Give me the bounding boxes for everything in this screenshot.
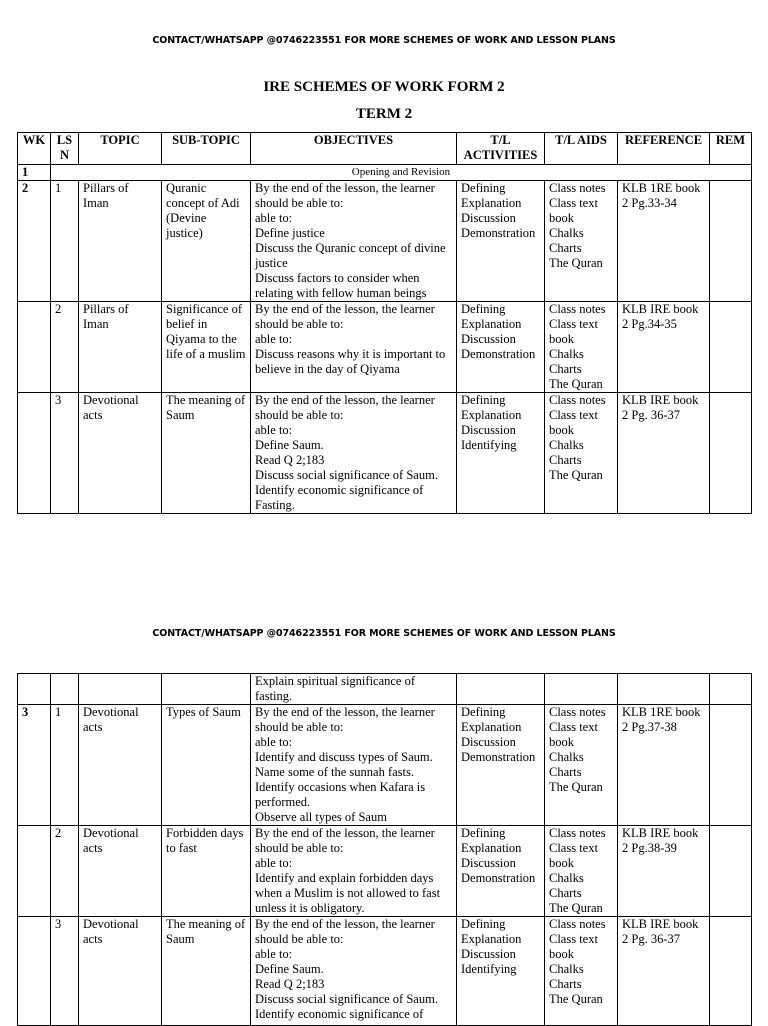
aids-cell: Class notes Class text book Chalks Charts The Quran bbox=[545, 393, 618, 514]
week-number bbox=[18, 302, 51, 393]
reference-cell: KLB 1RE book 2 Pg.33-34 bbox=[618, 181, 710, 302]
lesson-number: 2 bbox=[51, 826, 79, 917]
activities-cell: Defining Explanation Discussion Identifying bbox=[457, 917, 545, 1026]
rem-cell bbox=[710, 826, 752, 917]
reference-cell: KLB IRE book 2 Pg. 36-37 bbox=[618, 393, 710, 514]
rem-cell bbox=[710, 393, 752, 514]
topic-cell: Devotional acts bbox=[79, 826, 162, 917]
schemes-table-page-1 bbox=[17, 132, 752, 514]
lesson-number: 2 bbox=[51, 302, 79, 393]
header-activities: T/L ACTIVITIES bbox=[457, 133, 545, 165]
week-number: 3 bbox=[18, 705, 51, 826]
rem-cell bbox=[710, 917, 752, 1026]
week-number: 1 bbox=[18, 165, 51, 181]
schemes-table-page-2 bbox=[17, 673, 752, 1026]
opening-revision-note: Opening and Revision bbox=[51, 165, 752, 181]
reference-cell bbox=[618, 674, 710, 705]
week-number bbox=[18, 917, 51, 1026]
header-row bbox=[18, 133, 752, 165]
table-row bbox=[18, 917, 752, 1026]
aids-cell bbox=[545, 674, 618, 705]
lesson-number: 1 bbox=[51, 181, 79, 302]
activities-cell: Defining Explanation Discussion Demonstration bbox=[457, 181, 545, 302]
objectives-cell: By the end of the lesson, the learner should be able to: able to: Discuss reasons why it is important to believe in the day of Qiyama bbox=[251, 302, 457, 393]
subtopic-cell: Forbidden days to fast bbox=[162, 826, 251, 917]
topic-cell: Devotional acts bbox=[79, 917, 162, 1026]
week-number bbox=[18, 674, 51, 705]
header-lsn: LS N bbox=[51, 133, 79, 165]
header-reference: REFERENCE bbox=[618, 133, 710, 165]
header-subtopic: SUB-TOPIC bbox=[162, 133, 251, 165]
rem-cell bbox=[710, 705, 752, 826]
aids-cell: Class notes Class text book Chalks Charts The Quran bbox=[545, 181, 618, 302]
objectives-cell: By the end of the lesson, the learner should be able to: able to: Identify and explain forbidden days when a Muslim is not allowed to fast unless it is obligatory. bbox=[251, 826, 457, 917]
page-title: IRE SCHEMES OF WORK FORM 2 bbox=[263, 79, 505, 95]
activities-cell: Defining Explanation Discussion Demonstration bbox=[457, 302, 545, 393]
subtopic-cell bbox=[162, 674, 251, 705]
table-row bbox=[18, 674, 752, 705]
aids-cell: Class notes Class text book Chalks Charts The Quran bbox=[545, 705, 618, 826]
header-rem: REM bbox=[710, 133, 752, 165]
reference-cell: KLB IRE book 2 Pg.38-39 bbox=[618, 826, 710, 917]
lesson-number bbox=[51, 674, 79, 705]
objectives-cell: By the end of the lesson, the learner should be able to: able to: Identify and discuss types of Saum. Name some of the sunnah fasts. Identify occasions when Kafara is performed. Observe all types of Saum bbox=[251, 705, 457, 826]
topic-cell: Devotional acts bbox=[79, 705, 162, 826]
header-aids: T/L AIDS bbox=[545, 133, 618, 165]
reference-cell: KLB IRE book 2 Pg.34-35 bbox=[618, 302, 710, 393]
week-number bbox=[18, 393, 51, 514]
subtopic-cell: Types of Saum bbox=[162, 705, 251, 826]
rem-cell bbox=[710, 302, 752, 393]
table-row bbox=[18, 165, 752, 181]
term-label: TERM 2 bbox=[355, 106, 413, 122]
topic-cell: Pillars of Iman bbox=[79, 302, 162, 393]
reference-cell: KLB IRE book 2 Pg. 36-37 bbox=[618, 917, 710, 1026]
activities-cell: Defining Explanation Discussion Demonstration bbox=[457, 826, 545, 917]
table-row bbox=[18, 181, 752, 302]
header-wk: WK bbox=[18, 133, 51, 165]
contact-note: CONTACT/WHATSAPP @0746223551 FOR MORE SCHEMES OF WORK AND LESSON PLANS bbox=[152, 628, 616, 639]
aids-cell: Class notes Class text book Chalks Charts The Quran bbox=[545, 917, 618, 1026]
subtopic-cell: The meaning of Saum bbox=[162, 917, 251, 1026]
reference-cell: KLB 1RE book 2 Pg.37-38 bbox=[618, 705, 710, 826]
table-row bbox=[18, 302, 752, 393]
week-number: 2 bbox=[18, 181, 51, 302]
lesson-number: 3 bbox=[51, 393, 79, 514]
subtopic-cell: The meaning of Saum bbox=[162, 393, 251, 514]
lesson-number: 1 bbox=[51, 705, 79, 826]
activities-cell bbox=[457, 674, 545, 705]
header-topic: TOPIC bbox=[79, 133, 162, 165]
activities-cell: Defining Explanation Discussion Identifying bbox=[457, 393, 545, 514]
table-row bbox=[18, 826, 752, 917]
week-number bbox=[18, 826, 51, 917]
subtopic-cell: Significance of belief in Qiyama to the life of a muslim bbox=[162, 302, 251, 393]
subtopic-cell: Quranic concept of Adi (Devine justice) bbox=[162, 181, 251, 302]
aids-cell: Class notes Class text book Chalks Charts The Quran bbox=[545, 302, 618, 393]
objectives-cell: By the end of the lesson, the learner should be able to: able to: Define justice Discuss the Quranic concept of divine justice Discuss factors to consider when relating with fellow human beings bbox=[251, 181, 457, 302]
table-row bbox=[18, 705, 752, 826]
topic-cell: Devotional acts bbox=[79, 393, 162, 514]
objectives-cell: By the end of the lesson, the learner should be able to: able to: Define Saum. Read Q 2;183 Discuss social significance of Saum. Identify economic significance of Fasting. bbox=[251, 393, 457, 514]
lesson-number: 3 bbox=[51, 917, 79, 1026]
table-row bbox=[18, 393, 752, 514]
rem-cell bbox=[710, 181, 752, 302]
rem-cell bbox=[710, 674, 752, 705]
activities-cell: Defining Explanation Discussion Demonstration bbox=[457, 705, 545, 826]
objectives-cell: By the end of the lesson, the learner should be able to: able to: Define Saum. Read Q 2;183 Discuss social significance of Saum. Identify economic significance of bbox=[251, 917, 457, 1026]
topic-cell: Pillars of Iman bbox=[79, 181, 162, 302]
aids-cell: Class notes Class text book Chalks Charts The Quran bbox=[545, 826, 618, 917]
topic-cell bbox=[79, 674, 162, 705]
contact-note: CONTACT/WHATSAPP @0746223551 FOR MORE SCHEMES OF WORK AND LESSON PLANS bbox=[152, 35, 616, 46]
objectives-cell: Explain spiritual significance of fasting. bbox=[251, 674, 457, 705]
header-objectives: OBJECTIVES bbox=[251, 133, 457, 165]
